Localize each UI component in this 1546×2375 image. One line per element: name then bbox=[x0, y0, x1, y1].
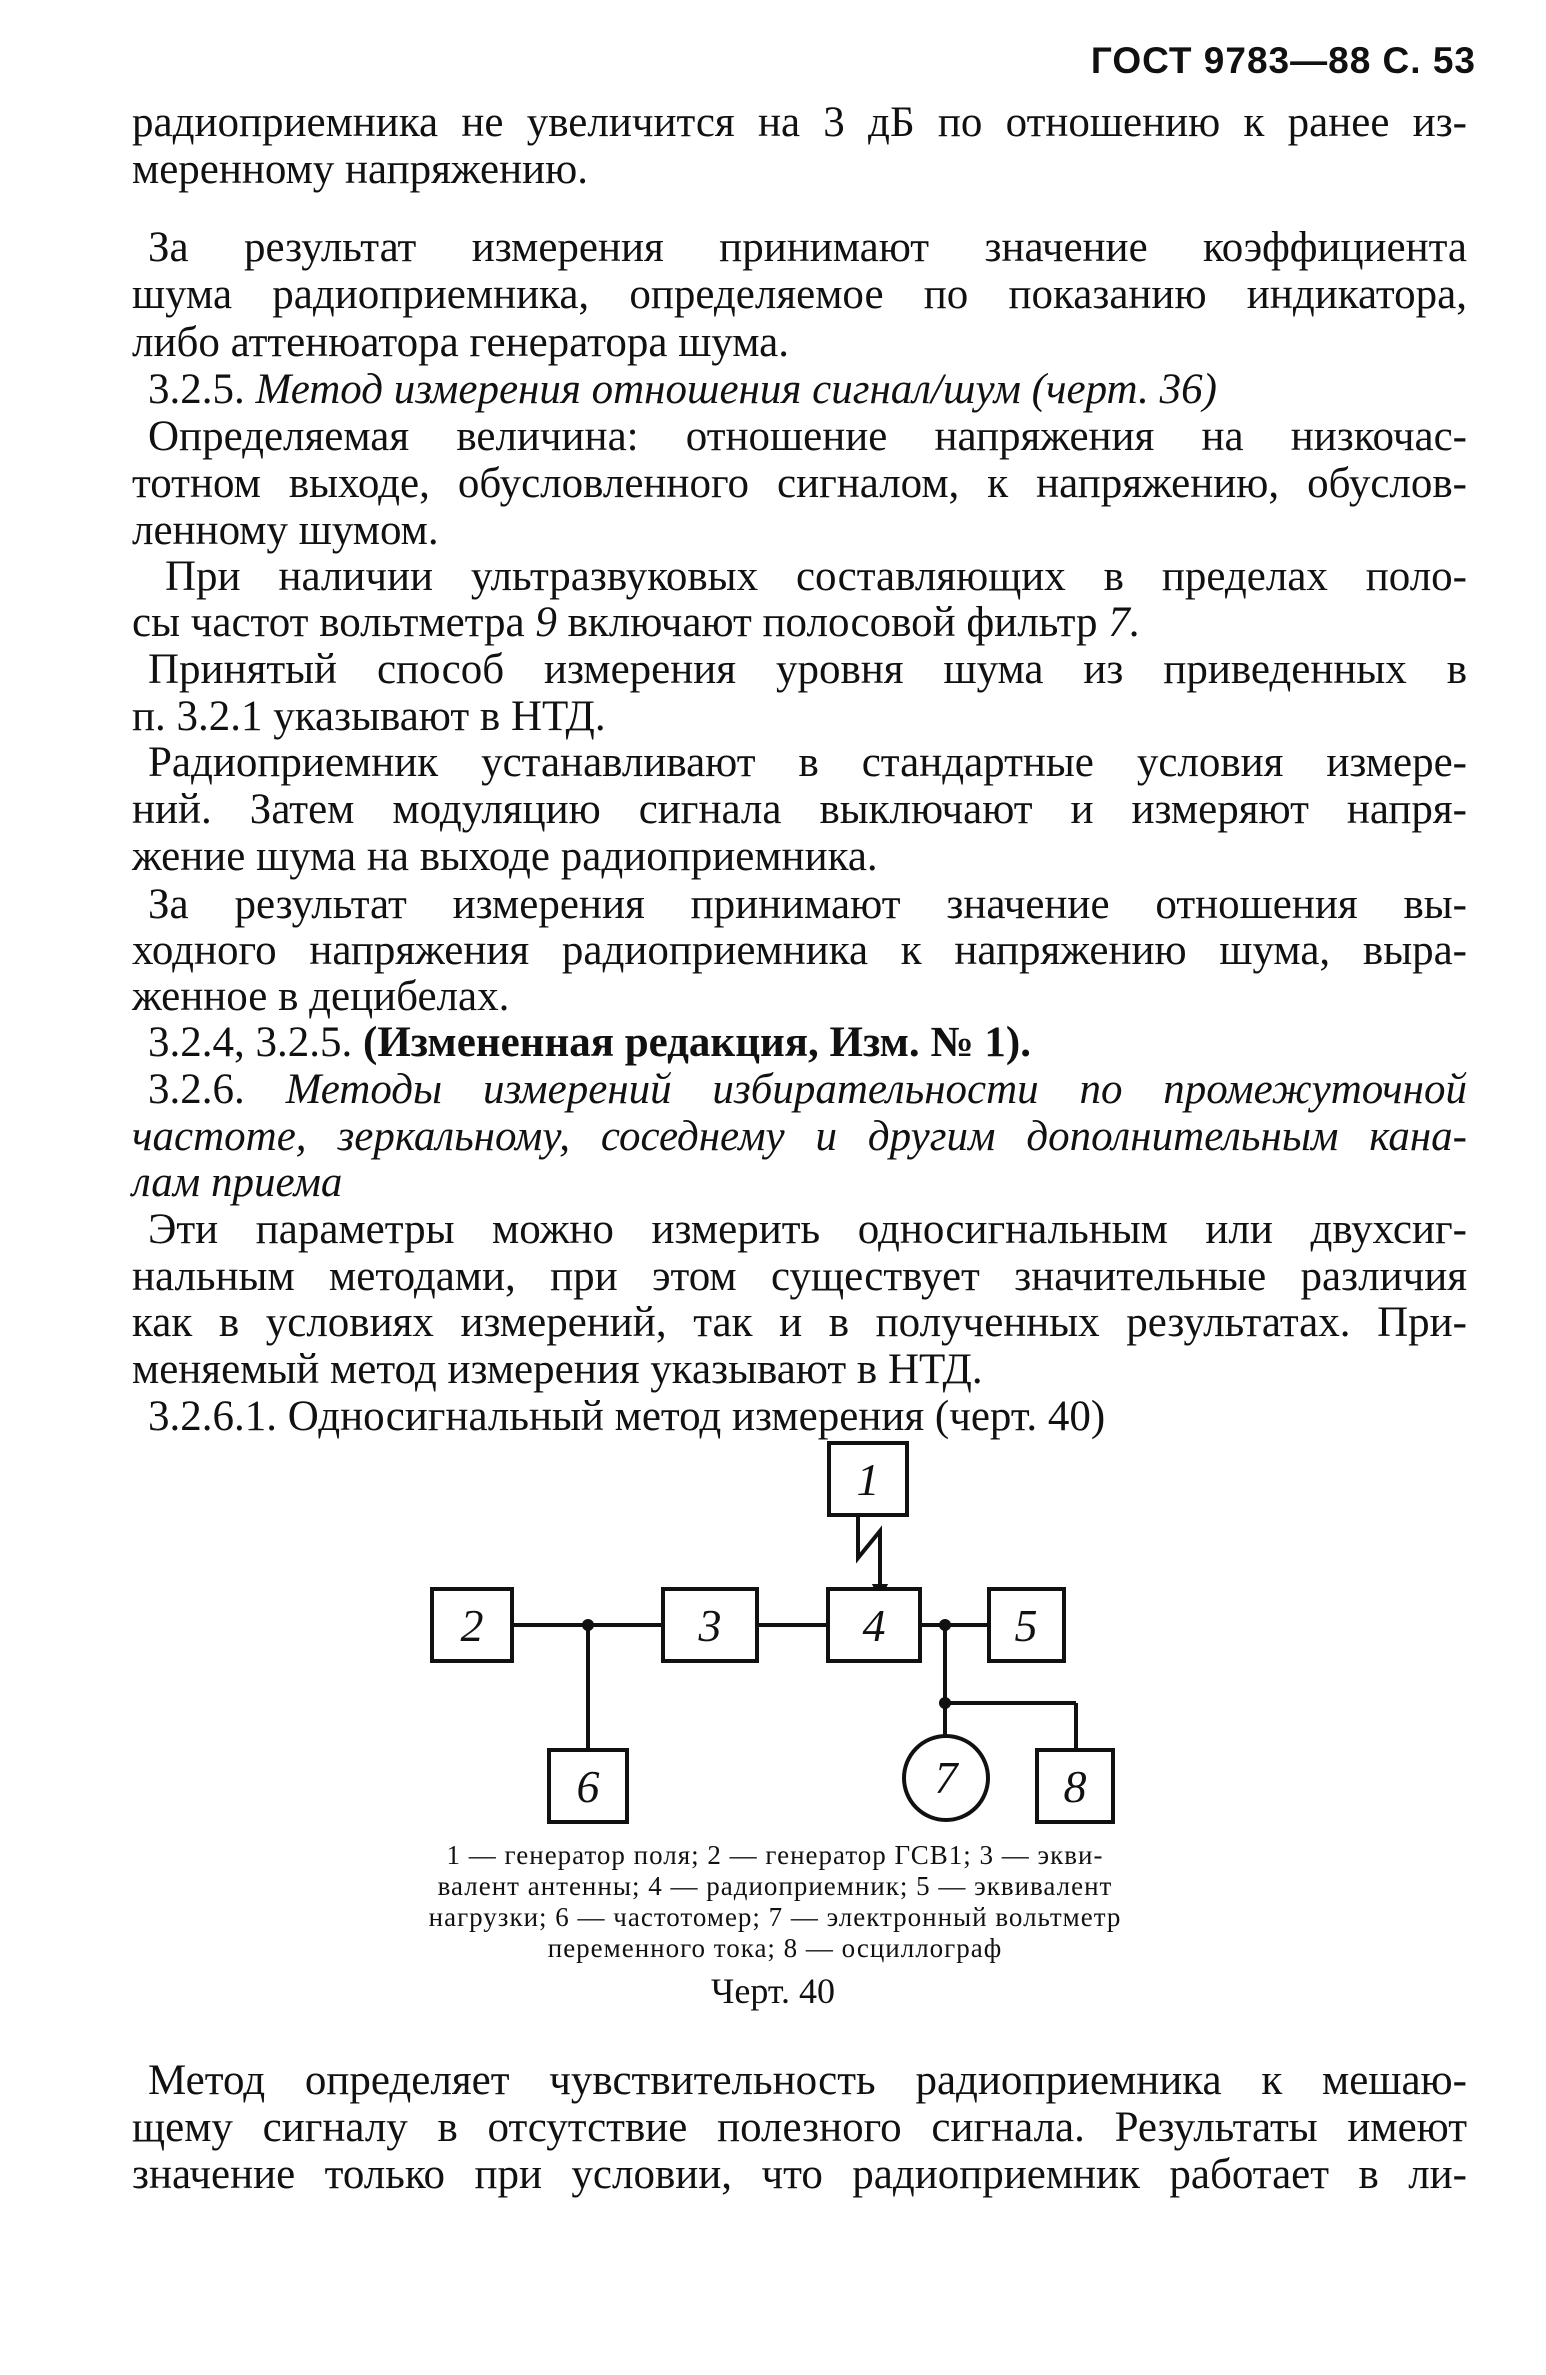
block-label: 6 bbox=[576, 1761, 600, 1812]
text-line: При наличии ультразвуковых составляющих в пределах поло- bbox=[165, 553, 1467, 600]
amendment-label: (Измененная редакция, Изм. № 1). bbox=[363, 1019, 1031, 1066]
radio-link-zigzag bbox=[858, 1515, 880, 1590]
section-number: 3.2.5. bbox=[148, 366, 245, 413]
running-title: ГОСТ 9783—88 С. 53 bbox=[1090, 40, 1476, 81]
legend-line: 1 — генератор поля; 2 — генератор ГСВ1; 3 — экви- bbox=[446, 1840, 1104, 1870]
text-line: значение только при условии, что радиоприемник работает в ли- bbox=[132, 2151, 1467, 2198]
text-line: тотном выходе, обусловленного сигналом, к напряжению, обуслов- bbox=[132, 460, 1467, 507]
junction-dot bbox=[939, 1697, 951, 1709]
section-number: 3.2.6. bbox=[148, 1066, 245, 1113]
text-line: Определяемая величина: отношение напряжения на низкочас- bbox=[148, 413, 1467, 460]
text-line: 3.2.6.1. Односигнальный метод измерения (черт. 40) bbox=[148, 1393, 1106, 1440]
legend-line: нагрузки; 6 — частотомер; 7 — электронный вольтметр bbox=[428, 1902, 1122, 1932]
text-line: как в условиях измерений, так и в полученных результатах. При- bbox=[132, 1299, 1467, 1346]
text-line: Принятый способ измерения уровня шума из приведенных в bbox=[148, 646, 1467, 693]
text-line: п. 3.2.1 указывают в НТД. bbox=[132, 693, 606, 740]
junction-dot bbox=[582, 1619, 594, 1631]
text-line: ходного напряжения радиоприемника к напряжению шума, выра- bbox=[132, 927, 1467, 974]
text-line: Эти параметры можно измерить односигнальным или двухсиг- bbox=[148, 1206, 1467, 1253]
section-title: Методы измерений избирательности по промежуточной bbox=[285, 1066, 1467, 1113]
text-run: сы частот вольтметра bbox=[132, 599, 525, 646]
amendment-clauses: 3.2.4, 3.2.5. bbox=[148, 1019, 353, 1066]
legend-line: валент антенны; 4 — радиоприемник; 5 — эквивалент bbox=[437, 1871, 1113, 1901]
text-line: частоте, зеркальному, соседнему и другим дополнительным кана- bbox=[132, 1113, 1467, 1160]
text-run: включают полосовой фильтр bbox=[567, 599, 1098, 646]
block-label: 5 bbox=[1014, 1600, 1038, 1651]
text-line: шума радиоприемника, определяемое по показанию индикатора, bbox=[132, 271, 1467, 318]
figure-legend bbox=[325, 1840, 1225, 1964]
filter-ref: 7. bbox=[1108, 599, 1141, 646]
block-label: 3 bbox=[698, 1600, 722, 1651]
block-label: 7 bbox=[934, 1752, 958, 1803]
block-label: 2 bbox=[460, 1600, 484, 1651]
text-line: радиоприемника не увеличится на 3 дБ по отношению к ранее из- bbox=[132, 99, 1467, 146]
text-line: ний. Затем модуляцию сигнала выключают и измеряют напря- bbox=[132, 786, 1467, 833]
text-line: Метод определяет чувствительность радиоприемника к мешаю- bbox=[148, 2057, 1467, 2104]
text-line: ленному шумом. bbox=[132, 507, 439, 554]
block-label: 1 bbox=[856, 1454, 880, 1505]
text-line: меняемый метод измерения указывают в НТД. bbox=[132, 1346, 983, 1393]
text-line: лам приема bbox=[132, 1159, 343, 1206]
text-line: либо аттенюатора генератора шума. bbox=[132, 319, 789, 366]
figure-label: Черт. 40 bbox=[711, 1971, 835, 2011]
text-line: меренному напряжению. bbox=[132, 146, 588, 193]
text-line: За результат измерения принимают значение отношения вы- bbox=[148, 881, 1467, 928]
voltmeter-ref: 9 bbox=[535, 599, 557, 646]
text-line: жение шума на выходе радиоприемника. bbox=[132, 833, 878, 880]
text-line: нальным методами, при этом существует значительные различия bbox=[132, 1253, 1467, 1300]
section-title: Метод измерения отношения сигнал/шум (черт. 36) bbox=[255, 366, 1217, 413]
junction-dot bbox=[939, 1619, 951, 1631]
text-line: Радиоприемник устанавливают в стандартные условия измере- bbox=[148, 739, 1467, 786]
text-line: щему сигналу в отсутствие полезного сигнала. Результаты имеют bbox=[132, 2104, 1467, 2151]
text-line: женное в децибелах. bbox=[132, 973, 510, 1020]
legend-line: переменного тока; 8 — осциллограф bbox=[547, 1933, 1003, 1963]
text-line: За результат измерения принимают значение коэффициента bbox=[148, 224, 1467, 271]
block-label: 8 bbox=[1063, 1761, 1087, 1812]
block-label: 4 bbox=[862, 1600, 886, 1651]
